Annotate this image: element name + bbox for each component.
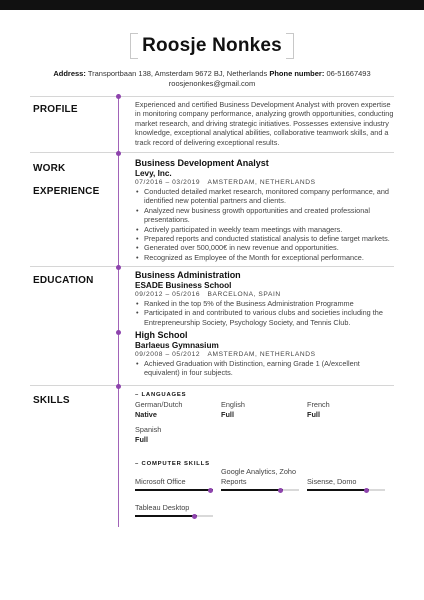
languages-heading: – LANGUAGES: [135, 392, 187, 398]
language-item: [307, 400, 397, 419]
school-name: ESADE Business School: [135, 280, 232, 290]
computer-skill: [135, 503, 213, 513]
work-entry: [135, 158, 397, 262]
timeline-dot: [116, 151, 121, 156]
education-location: AMSTERDAM, NETHERLANDS: [207, 351, 316, 358]
skill-level-fill: [135, 489, 213, 491]
skill-level-knob: [192, 514, 197, 519]
skill-level-knob: [278, 488, 283, 493]
education-bullets: [135, 359, 397, 378]
timeline-dot: [116, 265, 121, 270]
job-location: AMSTERDAM, NETHERLANDS: [207, 179, 316, 186]
education-entry: [135, 270, 397, 327]
computer-skill-name: Sisense, Domo: [307, 477, 357, 486]
language-level: Full: [307, 409, 320, 419]
computer-skill-name: Tableau Desktop: [135, 503, 190, 512]
language-level: Full: [221, 409, 234, 419]
education-entry: [135, 330, 397, 378]
language-item: [135, 400, 225, 419]
degree-title: High School: [135, 330, 188, 340]
school-name: Barlaeus Gymnasium: [135, 340, 219, 350]
section-title-line: WORK: [33, 163, 66, 174]
education-location: BARCELONA, SPAIN: [207, 291, 281, 298]
list-item: • Analyzed new business growth opportunities and created professional presentations.: [135, 206, 397, 225]
timeline-line: [118, 94, 119, 527]
divider: [30, 152, 394, 153]
divider: [30, 266, 394, 267]
degree-title: Business Administration: [135, 270, 241, 280]
candidate-name: Roosje Nonkes: [142, 35, 282, 56]
timeline-dot: [116, 330, 121, 335]
list-item: • Conducted detailed market research, monitored company performance, and identified new potential partners and clients.: [135, 187, 397, 206]
education-meta: [135, 290, 397, 299]
computer-skill-name: Microsoft Office: [135, 477, 186, 486]
skill-level-fill: [221, 489, 283, 491]
phone-value: 06-51667493: [326, 69, 371, 78]
computer-skill: [135, 477, 213, 487]
phone-label: Phone number:: [269, 69, 325, 78]
skill-level-knob: [364, 488, 369, 493]
language-item: [135, 425, 225, 444]
education-meta: [135, 350, 397, 359]
language-level: Full: [135, 434, 148, 444]
left-bracket: [130, 33, 138, 59]
list-item: • Generated over 500,000€ in new revenue and opportunities.: [135, 243, 397, 252]
job-bullets: [135, 187, 397, 262]
skill-level-bar: [307, 489, 385, 491]
language-name: French: [307, 400, 330, 409]
education-dates: 09/2012 – 05/2016: [135, 291, 201, 298]
education-bullets: [135, 299, 397, 327]
list-item: • Prepared reports and conducted statistical analysis to define target markets.: [135, 234, 397, 243]
skill-level-fill: [135, 515, 197, 517]
section-title-line: EXPERIENCE: [33, 186, 100, 197]
name-header: [130, 33, 294, 59]
timeline-dot: [116, 94, 121, 99]
computer-skill: [307, 477, 385, 487]
company-name: Levy, Inc.: [135, 168, 172, 178]
skill-level-knob: [208, 488, 213, 493]
job-dates: 07/2016 – 03/2019: [135, 179, 201, 186]
list-item: • Actively participated in weekly team meetings with managers.: [135, 225, 397, 234]
skill-level-fill: [307, 489, 369, 491]
skill-level-bar: [221, 489, 299, 491]
divider: [30, 385, 394, 386]
address-label: Address:: [53, 69, 86, 78]
education-dates: 09/2008 – 05/2012: [135, 351, 201, 358]
section-title-work: [33, 157, 99, 203]
computer-skill: [221, 467, 299, 486]
language-item: [221, 400, 311, 419]
computer-skills-heading: – COMPUTER SKILLS: [135, 461, 210, 467]
email-value[interactable]: roosjenonkes@gmail.com: [168, 78, 256, 88]
language-level: Native: [135, 409, 157, 419]
list-item: • Recognized as Employee of the Month for exceptional performance.: [135, 253, 397, 262]
top-bar: [0, 0, 424, 10]
job-title: Business Development Analyst: [135, 158, 269, 168]
list-item: • Achieved Graduation with Distinction, earning Grade 1 (A/excellent equivalent) in four subjects.: [135, 359, 397, 378]
list-item: • Participated in and contributed to various clubs and societies including the Entrepreneurship Society, Psychology Society, and Tennis Club.: [135, 308, 397, 327]
list-item: • Ranked in the top 5% of the Business Administration Programme: [135, 299, 397, 308]
language-name: English: [221, 400, 245, 409]
address-value: Transportbaan 138, Amsterdam 9672 BJ, Netherlands: [87, 69, 268, 78]
job-meta: [135, 178, 397, 187]
right-bracket: [286, 33, 294, 59]
section-title-profile: PROFILE: [33, 104, 78, 115]
skill-level-bar: [135, 515, 213, 517]
computer-skill-name: Google Analytics, Zoho Reports: [221, 467, 297, 486]
timeline-dot: [116, 384, 121, 389]
section-title-education: EDUCATION: [33, 275, 94, 286]
skill-level-bar: [135, 489, 213, 491]
divider: [30, 96, 394, 97]
section-title-skills: SKILLS: [33, 395, 70, 406]
profile-text: Experienced and certified Business Development Analyst with proven expertise in monitoring company performance, analyzing growth opportunities, conducting market research, and driving strategic initiatives. Possesses extensive industry knowledge, exceptional analytical abilities, collaborative teamwork skills, and a track record of delivering exceptional results.: [135, 100, 394, 147]
contact-info: [0, 69, 424, 88]
language-name: Spanish: [135, 425, 162, 434]
language-name: German/Dutch: [135, 400, 183, 409]
